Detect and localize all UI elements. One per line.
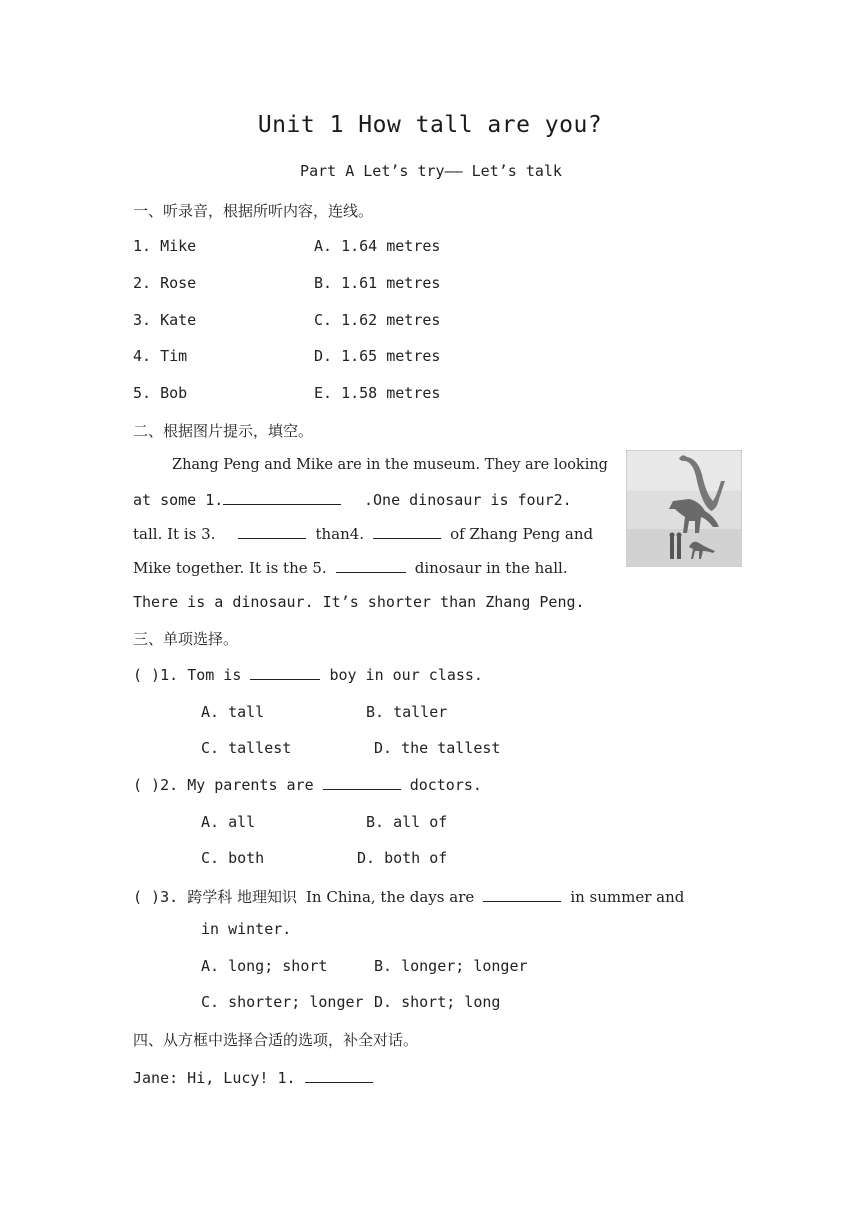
- passage-text: of Zhang Peng and: [450, 525, 594, 543]
- question-number: 3.: [160, 888, 179, 906]
- passage-text: at some 1.: [133, 491, 224, 509]
- dialogue-line-1: [133, 1069, 373, 1087]
- option-c[interactable]: C. shorter; longer: [201, 993, 364, 1011]
- dialogue-text: Jane: Hi, Lucy! 1.: [133, 1069, 296, 1087]
- passage-line-2: [133, 491, 341, 509]
- question-text: My parents are: [187, 776, 314, 794]
- section1-heading: 一、听录音，根据所听内容，连线。: [133, 202, 374, 220]
- question-3: [133, 886, 684, 907]
- dialogue-blank-1[interactable]: [305, 1069, 373, 1083]
- section2-heading: 二、根据图片提示，填空。: [133, 422, 314, 440]
- option-b[interactable]: B. longer; longer: [374, 957, 528, 975]
- name-item: 1. Mike: [133, 237, 197, 255]
- height-item: A. 1.64 metres: [314, 237, 441, 255]
- question-number: 1.: [160, 666, 179, 684]
- answer-paren[interactable]: ( ): [133, 776, 161, 794]
- option-b[interactable]: B. all of: [366, 813, 448, 831]
- question-blank[interactable]: [250, 666, 320, 680]
- question-blank[interactable]: [323, 776, 401, 790]
- question-blank[interactable]: [483, 888, 561, 902]
- option-c[interactable]: C. tallest: [201, 739, 292, 757]
- name-item: 2. Rose: [133, 274, 197, 292]
- option-d[interactable]: D. short; long: [374, 993, 501, 1011]
- section3-heading: 三、单项选择。: [133, 630, 239, 648]
- question-3-continuation: in winter.: [201, 920, 292, 938]
- question-2: [133, 776, 482, 794]
- blank-1[interactable]: [223, 491, 341, 505]
- blank-5[interactable]: [336, 559, 406, 573]
- passage-text: tall. It is 3.: [133, 525, 216, 543]
- question-text: In China, the days are: [306, 888, 475, 906]
- answer-paren[interactable]: ( ): [133, 666, 161, 684]
- passage-text: dinosaur in the hall.: [414, 559, 568, 577]
- name-item: 3. Kate: [133, 311, 197, 329]
- blank-3[interactable]: [238, 525, 306, 539]
- passage-text: than4.: [315, 525, 365, 543]
- question-text: in summer and: [570, 888, 685, 906]
- passage-line-4: [133, 559, 568, 577]
- question-number: 2.: [160, 776, 179, 794]
- option-a[interactable]: A. long; short: [201, 957, 328, 975]
- question-text: boy in our class.: [329, 666, 483, 684]
- dinosaur-picture-icon: [627, 451, 741, 566]
- height-item: C. 1.62 metres: [314, 311, 441, 329]
- question-1: [133, 666, 483, 684]
- section4-heading: 四、从方框中选择合适的选项，补全对话。: [133, 1031, 419, 1049]
- name-item: 5. Bob: [133, 384, 188, 402]
- passage-line-5: There is a dinosaur. It’s shorter than Zhang Peng.: [133, 593, 585, 611]
- option-b[interactable]: B. taller: [366, 703, 448, 721]
- option-d[interactable]: D. the tallest: [374, 739, 501, 757]
- answer-paren[interactable]: ( ): [133, 888, 161, 906]
- height-item: E. 1.58 metres: [314, 384, 441, 402]
- page-title: Unit 1 How tall are you?: [257, 112, 603, 138]
- question-text: Tom is: [187, 666, 242, 684]
- question-text: doctors.: [409, 776, 482, 794]
- museum-dinosaur-image: [626, 450, 742, 567]
- height-item: D. 1.65 metres: [314, 347, 441, 365]
- passage-line-2b: .One dinosaur is four2.: [364, 491, 572, 509]
- option-d[interactable]: D. both of: [357, 849, 448, 867]
- subject-tag: 跨学科 地理知识: [187, 888, 297, 906]
- page-subtitle: Part A Let’s try—— Let’s talk: [300, 162, 562, 180]
- option-a[interactable]: A. all: [201, 813, 256, 831]
- option-a[interactable]: A. tall: [201, 703, 265, 721]
- passage-line-1: Zhang Peng and Mike are in the museum. They are looking: [172, 457, 608, 473]
- blank-4[interactable]: [373, 525, 441, 539]
- passage-text: Mike together. It is the 5.: [133, 559, 327, 577]
- height-item: B. 1.61 metres: [314, 274, 441, 292]
- name-item: 4. Tim: [133, 347, 188, 365]
- passage-line-3: [133, 525, 593, 543]
- option-c[interactable]: C. both: [201, 849, 265, 867]
